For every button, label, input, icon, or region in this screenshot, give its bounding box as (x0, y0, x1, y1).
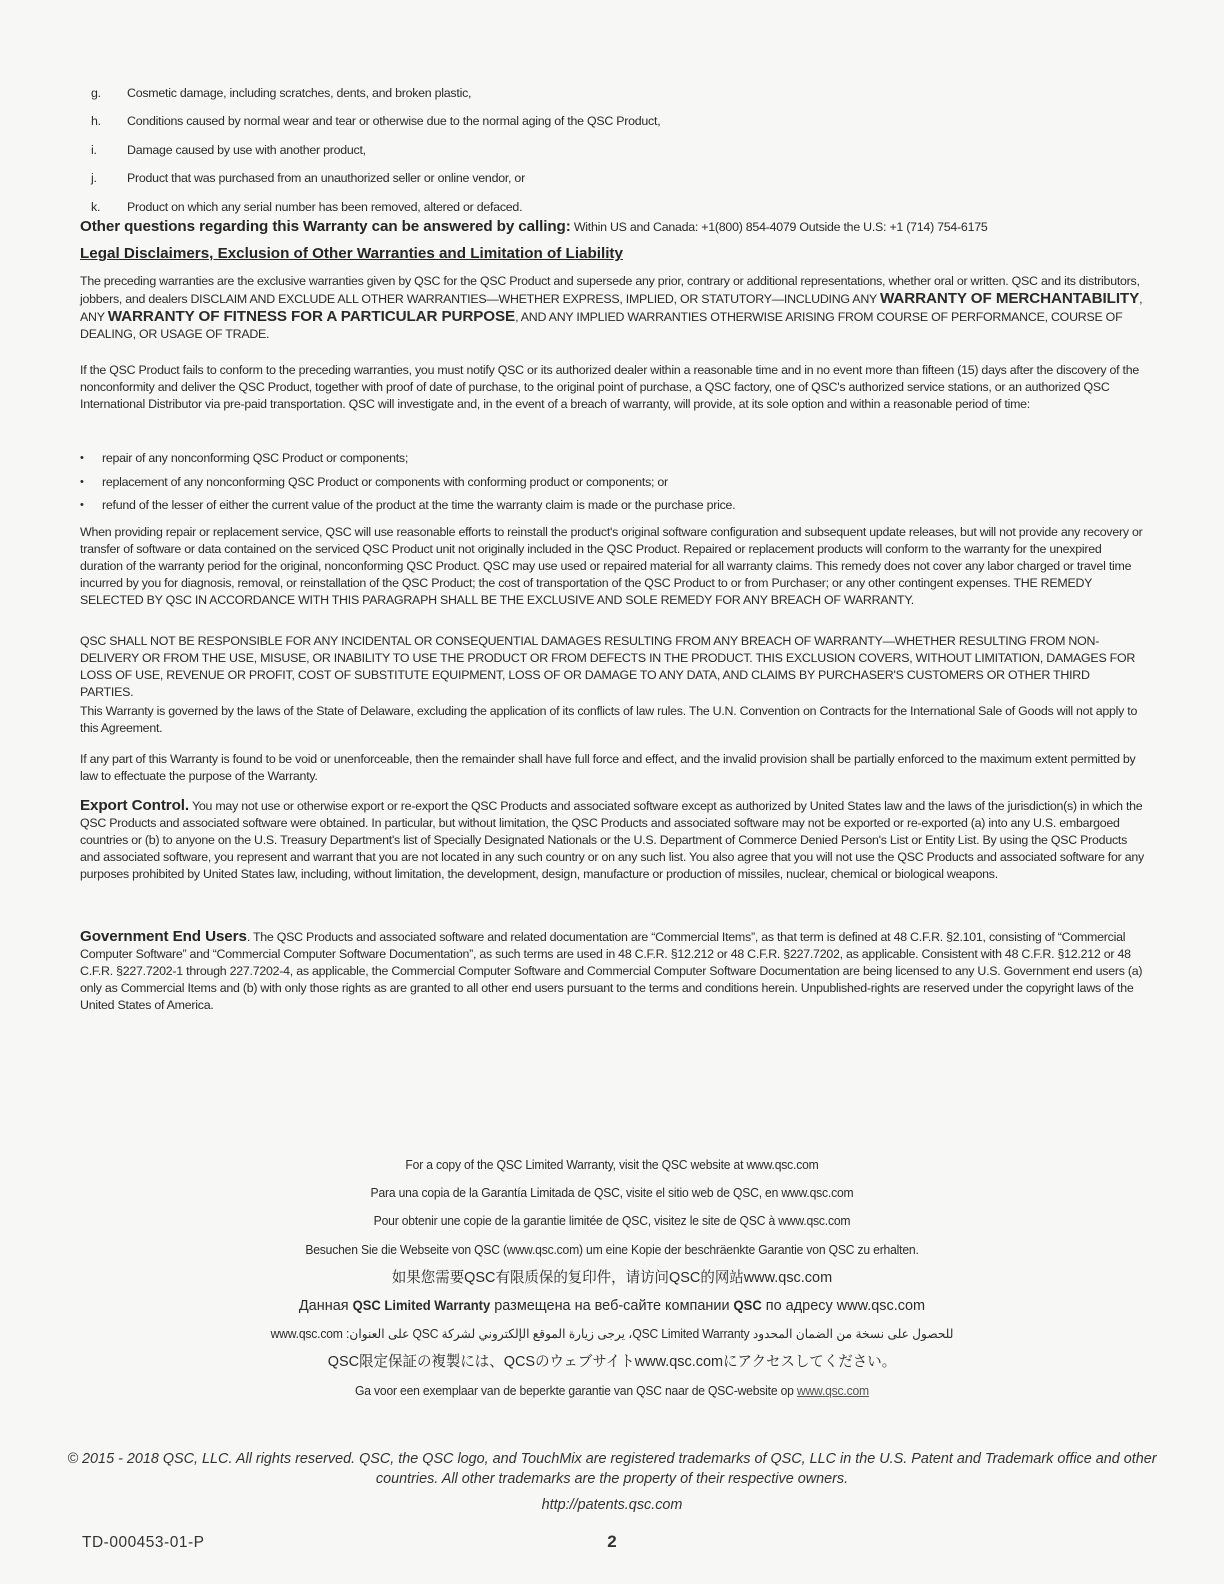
list-item (91, 79, 660, 108)
list-item (91, 136, 660, 165)
notice-russian-bold-2: QSC (733, 1297, 762, 1313)
disclaimer-bold-1: WARRANTY OF MERCHANTABILITY (880, 290, 1140, 307)
disclaimer-text-1: The preceding warranties are the exclusive warranties given by QSC for the QSC Product and supersede any prior, contrary or additional representations, whether oral or written. QSC and its distributors, jobbers, and dealers DISCLAIM AND EXCLUDE ALL OTHER WARRANTIES—WHETHER EXPRESS, IMPLIED, OR STATUTORY—INCLUDING ANY (80, 274, 1140, 306)
notice-russian (22, 1292, 1202, 1320)
notice-russian-text-1: Данная (298, 1296, 353, 1314)
list-item (91, 108, 660, 137)
disclaimer-text-3: , AND ANY IMPLIED WARRANTIES OTHERWISE ARISING FROM COURSE OF PERFORMANCE, COURSE OF DEALING, OR USAGE OF TRADE. (80, 310, 1123, 341)
legal-heading: Legal Disclaimers, Exclusion of Other Warranties and Limitation of Liability (80, 245, 623, 262)
export-section (80, 797, 1144, 883)
notice-russian-text-3: по адресу www.qsc.com (761, 1296, 926, 1314)
list-marker: g. (91, 85, 101, 100)
notice-arabic: للحصول على نسخة من الضمان المحدود QSC Limited Warranty، يرجى زيارة الموقع الإلكتروني لشركة QSC على العنوان: www.qsc.com (270, 1327, 954, 1342)
notice-french: Pour obtenir une copie de la garantie limitée de QSC, visitez le site de QSC à www.qsc.com (373, 1214, 851, 1229)
list-item (91, 165, 660, 194)
bullet-text: refund of the lesser of either the current value of the product at the time the warranty claim is made or the purchase price. (102, 498, 736, 513)
notice-german: Besuchen Sie die Webseite von QSC (www.qsc.com) um eine Kopie der beschräenkte Garantie von QSC zu erhalten. (305, 1242, 919, 1257)
notice-english: For a copy of the QSC Limited Warranty, visit the QSC website at www.qsc.com (405, 1158, 819, 1172)
notify-paragraph: If the QSC Product fails to conform to the preceding warranties, you must notify QSC or its authorized dealer within a reasonable time and in no event more than fifteen (15) days after the discovery of the nonconformity and deliver the QSC Product, together with proof of date of purchase, to the original point of purchase, a QSC factory, one of QSC's authorized service stations, or an authorized QSC International Distributor via pre-paid transportation. QSC will investigate and, in the event of a breach of warranty, will provide, at its sole option and within a reasonable period of time: (80, 363, 1139, 411)
list-marker: k. (91, 199, 101, 214)
notice-japanese: QSC限定保証の複製には、QCSのウェブサイトwww.qsc.comにアクセスしてください。 (327, 1353, 897, 1371)
website-link[interactable]: www.qsc.com (796, 1383, 869, 1398)
bullet-marker: • (80, 499, 84, 512)
notice-russian-bold-1: QSC Limited Warranty (352, 1297, 491, 1313)
governing-law-paragraph: This Warranty is governed by the laws of the State of Delaware, excluding the application of its conflicts of law rules. The U.N. Convention on Contracts for the International Sale of Goods will not apply to this Agreement. (80, 704, 1138, 735)
list-item-text: Conditions caused by normal wear and tear or otherwise due to the normal aging of the QSC Product, (127, 114, 661, 129)
page-number: 2 (607, 1532, 617, 1551)
liability-paragraph: QSC SHALL NOT BE RESPONSIBLE FOR ANY INCIDENTAL OR CONSEQUENTIAL DAMAGES RESULTING FROM ANY BREACH OF WARRANTY—WHETHER RESULTING FROM NON-DELIVERY OR FROM THE USE, MISUSE, OR INABILITY TO USE THE PRODUCT OR FROM DEFECTS IN THE PRODUCT. THIS EXCLUSION COVERS, WITHOUT LIMITATION, DAMAGES FOR LOSS OF USE, REVENUE OR PROFIT, COST OF SUBSTITUTE EQUIPMENT, LOSS OF OR DAMAGE TO ANY DATA, AND CLAIMS BY PURCHASER'S CUSTOMERS OR OTHER THIRD PARTIES. (80, 634, 1136, 699)
liability-section (80, 633, 1144, 701)
list-item-text: Product that was purchased from an unauthorized seller or online vendor, or (127, 171, 525, 186)
questions-callout (80, 218, 1144, 236)
government-users-paragraph (80, 928, 1144, 1014)
disclaimer-section (80, 273, 1144, 343)
exclusions-list (91, 79, 660, 222)
list-item (80, 471, 735, 495)
notify-section (80, 362, 1144, 413)
notice-dutch (22, 1377, 1202, 1405)
document-number: TD-000453-01-P (82, 1534, 205, 1551)
copyright-notice: © 2015 - 2018 QSC, LLC. All rights reserved. QSC, the QSC logo, and TouchMix are registered trademarks of QSC, LLC in the U.S. Patent and Trademark office and other countries. All other trademarks are the property of their respective owners. (67, 1451, 1157, 1487)
patents-url: http://patents.qsc.com (541, 1497, 683, 1513)
bullet-marker: • (80, 452, 84, 465)
notice-chinese: 如果您需要QSC有限质保的复印件，请访问QSC的网站www.qsc.com (391, 1268, 833, 1286)
copy-notices (0, 1151, 1224, 1405)
export-control-paragraph (80, 797, 1144, 883)
list-item (80, 494, 735, 518)
bullet-text: repair of any nonconforming QSC Product or components; (102, 451, 409, 466)
questions-lead: Other questions regarding this Warranty can be answered by calling: (80, 218, 571, 235)
notice-russian-text-2: размещена на веб-сайте компании (490, 1296, 734, 1314)
severability-section (80, 751, 1144, 785)
bullet-text: replacement of any nonconforming QSC Product or components with conforming product or components; or (102, 474, 668, 489)
repair-paragraph: When providing repair or replacement service, QSC will use reasonable efforts to reinstall the product's original software configuration and subsequent update releases, but will not provide any recovery or transfer of software or data contained on the serviced QSC Product unit not originally included in the QSC Product. Repaired or replacement products will conform to the warranty for the unexpired duration of the warranty period for the original, nonconforming QSC Product. QSC may use used or repaired material for all warranty claims. This remedy does not cover any labor charged or travel time incurred by you for diagnosis, removal, or reinstallation of the QSC Product; the cost of transportation of the QSC Product to or from Purchaser; or any other contingent expenses. THE REMEDY SELECTED BY QSC IN ACCORDANCE WITH THIS PARAGRAPH SHALL BE THE EXCLUSIVE AND SOLE REMEDY FOR ANY BREACH OF WARRANTY. (80, 525, 1143, 607)
questions-phone-text: Within US and Canada: +1(800) 854-4079 Outside the U.S: +1 (714) 754-6175 (570, 220, 988, 234)
list-item-text: Damage caused by use with another product, (127, 142, 366, 157)
list-marker: i. (91, 142, 97, 157)
disclaimer-text-2: , ANY (80, 292, 1143, 324)
government-users-text: . The QSC Products and associated software and related documentation are “Commercial Items”, as that term is defined at 48 C.F.R. §2.101, consisting of “Commercial Computer Software” and “Commercial Computer Software Documentation”, as such terms are used in 48 C.F.R. §12.212 or 48 C.F.R. §227.7202, as applicable. Consistent with 48 C.F.R. §12.212 or 48 C.F.R. §227.7202-1 through 227.7202-4, as applicable, the Commercial Computer Software and Commercial Computer Software Documentation are being licensed to any U.S. Government end users (a) only as Commercial Items and (b) with only those rights as are granted to all other end users pursuant to the terms and conditions herein. Unpublished-rights are reserved under the copyright laws of the United States of America. (80, 930, 1143, 1012)
list-marker: h. (91, 114, 101, 129)
notice-dutch-text: Ga voor een exemplaar van de beperkte garantie van QSC naar de QSC-website op (355, 1383, 797, 1398)
severability-paragraph: If any part of this Warranty is found to be void or unenforceable, then the remainder shall have full force and effect, and the invalid provision shall be partially enforced to the maximum extent permitted by law to effectuate the purpose of the Warranty. (80, 752, 1136, 783)
notice-spanish: Para una copia de la Garantía Limitada de QSC, visite el sitio web de QSC, en www.qsc.com (370, 1186, 854, 1201)
remedy-bullets (80, 447, 735, 518)
list-marker: j. (91, 171, 97, 186)
disclaimer-bold-2: WARRANTY OF FITNESS FOR A PARTICULAR PURPOSE (107, 308, 516, 325)
list-item-text: Product on which any serial number has been removed, altered or defaced. (127, 199, 523, 214)
list-item (80, 447, 735, 471)
export-control-text: You may not use or otherwise export or re-export the QSC Products and associated software except as authorized by United States law and the laws of the jurisdiction(s) in which the QSC Products and associated software were obtained. In particular, but without limitation, the QSC Products and associated software may not be exported or re-exported (a) into any U.S. embargoed countries or (b) to anyone on the U.S. Treasury Department's list of Specially Designated Nationals or the U.S. Department of Commerce Denied Person's List or Entity List. By using the QSC Products and associated software, you represent and warrant that you are not located in any such country or on any such list. You also agree that you will not use the QSC Products and associated software for any purposes prohibited by United States law, including, without limitation, the development, design, manufacture or production of missiles, nuclear, chemical or biological weapons. (80, 799, 1144, 881)
government-section (80, 928, 1144, 1014)
export-control-lead: Export Control. (80, 797, 190, 814)
government-users-lead: Government End Users (80, 928, 247, 945)
list-item-text: Cosmetic damage, including scratches, dents, and broken plastic, (127, 85, 472, 100)
bullet-marker: • (80, 475, 84, 488)
repair-section (80, 524, 1144, 609)
governing-section (80, 703, 1144, 737)
disclaimer-paragraph (80, 273, 1144, 343)
